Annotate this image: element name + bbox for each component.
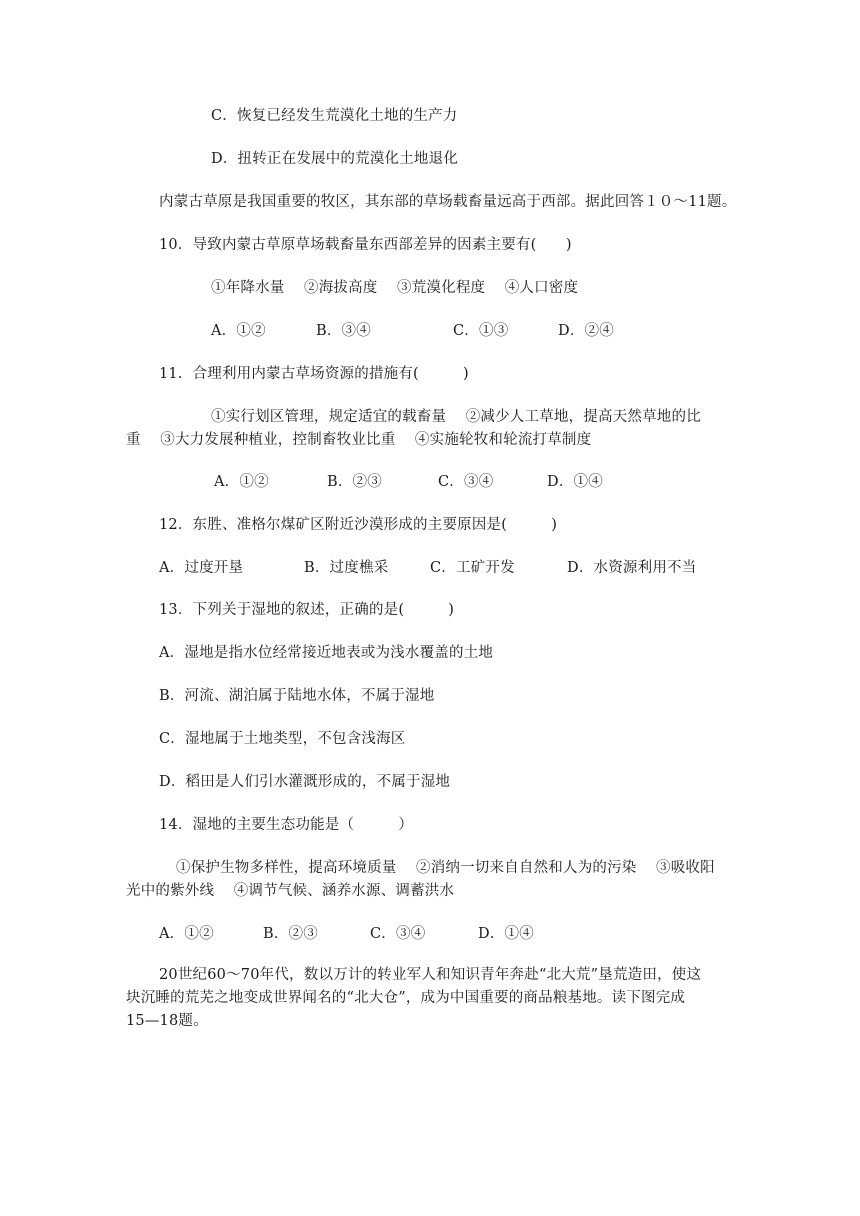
intro-15-18-line3: 15—18题。 (126, 1013, 208, 1029)
q9-option-c: C．恢复已经发生荒漠化土地的生产力 (211, 108, 458, 124)
q11-option-d: D．①④ (547, 474, 603, 490)
q14-option-d: D．①④ (478, 926, 534, 942)
q10-items: ①年降水量 ②海拔高度 ③荒漠化程度 ④人口密度 (211, 280, 579, 296)
q10-option-b: B．③④ (316, 323, 371, 339)
q10-option-d: D．②④ (558, 323, 614, 339)
q12-option-a: A．过度开垦 (159, 560, 244, 576)
question-13: 13．下列关于湿地的叙述，正确的是( ) (159, 602, 455, 618)
q9-option-d: D．扭转正在发展中的荒漠化土地退化 (211, 151, 459, 167)
q10-option-c: C．①③ (453, 323, 509, 339)
q12-option-c: C．工矿开发 (430, 560, 515, 576)
q12-option-b: B．过度樵采 (304, 560, 389, 576)
q12-option-d: D．水资源利用不当 (567, 560, 697, 576)
intro-15-18-line1: 20世纪60～70年代，数以万计的转业军人和知识青年奔赴“北大荒”垦荒造田，使这 (159, 967, 702, 983)
question-12: 12．东胜、准格尔煤矿区附近沙漠形成的主要原因是( ) (159, 517, 558, 533)
q14-items-line2: 光中的紫外线 ④调节气候、涵养水源、调蓄洪水 (126, 883, 455, 899)
q14-items-line1: ①保护生物多样性，提高环境质量 ②消纳一切来自自然和人为的污染 ③吸收阳 (176, 860, 715, 876)
q11-option-b: B．②③ (327, 474, 382, 490)
question-11: 11．合理利用内蒙古草场资源的措施有( ) (159, 366, 469, 382)
q14-option-a: A．①② (159, 926, 214, 942)
q11-option-a: A．①② (214, 474, 269, 490)
q11-items-line1: ①实行划区管理，规定适宜的载畜量 ②减少人工草地，提高天然草地的比 (211, 409, 701, 425)
intro-15-18-line2: 块沉睡的荒芜之地变成世界闻名的“北大仓”，成为中国重要的商品粮基地。读下图完成 (126, 990, 686, 1006)
q11-options (0, 472, 860, 492)
q13-option-c: C．湿地属于土地类型，不包含浅海区 (159, 731, 406, 747)
q11-items-line2: 重 ③大力发展种植业，控制畜牧业比重 ④实施轮牧和轮流打草制度 (126, 432, 592, 448)
question-10: 10．导致内蒙古草原草场载畜量东西部差异的因素主要有( ) (159, 237, 572, 253)
q14-option-c: C．③④ (370, 926, 426, 942)
q14-options (0, 924, 860, 944)
q13-option-d: D．稻田是人们引水灌溉形成的，不属于湿地 (159, 774, 451, 790)
q13-option-b: B．河流、湖泊属于陆地水体，不属于湿地 (159, 688, 435, 704)
q10-options (0, 321, 860, 341)
q13-option-a: A．湿地是指水位经常接近地表或为浅水覆盖的土地 (159, 645, 494, 661)
question-14: 14．湿地的主要生态功能是（ ） (159, 817, 414, 833)
q10-option-a: A．①② (211, 323, 266, 339)
q11-option-c: C．③④ (438, 474, 494, 490)
intro-10-11: 内蒙古草原是我国重要的牧区，其东部的草场载畜量远高于西部。据此回答１０～11题。 (159, 194, 737, 210)
q12-options (0, 558, 860, 578)
q14-option-b: B．②③ (263, 926, 318, 942)
